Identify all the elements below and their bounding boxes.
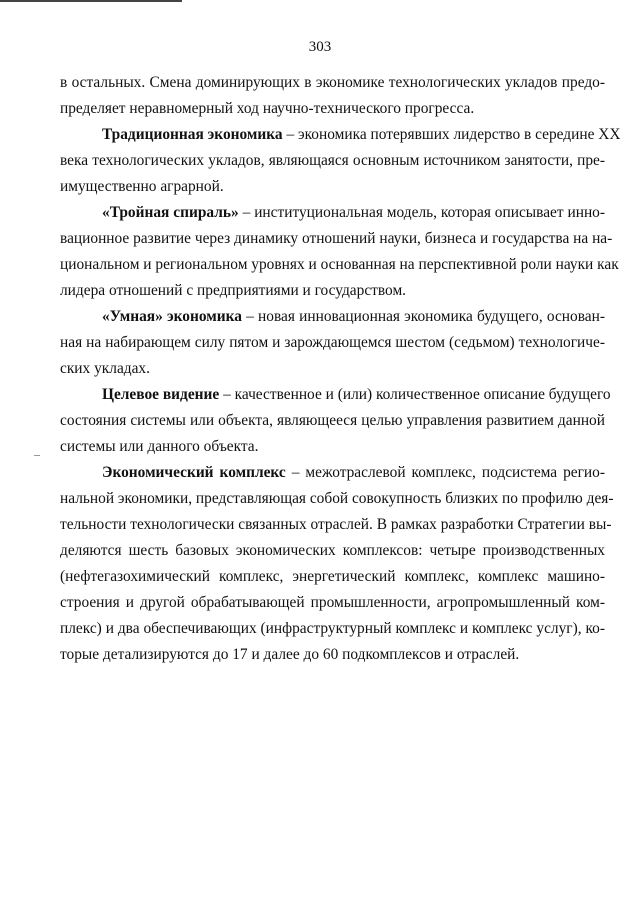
text-line: [60, 382, 611, 408]
text-line: [60, 304, 605, 330]
text-line: деляются шесть базовых экономических комплексов: четыре производственных: [60, 542, 605, 559]
top-rule: [0, 0, 182, 2]
page-body: [60, 70, 621, 668]
definition-triple-helix: [60, 200, 619, 304]
text-line: века технологических укладов, являющаяся основным источником занятости, пре-: [60, 152, 605, 169]
definition-smart-economy: [60, 304, 605, 382]
definition-term: «Тройная спираль»: [102, 204, 239, 221]
definition-text: – экономика потерявших лидерство в середине XX: [282, 126, 621, 143]
text-line: состояния системы или объекта, являющееся целью управления развитием данной: [60, 412, 605, 429]
text-line: вационное развитие через динамику отношений науки, бизнеса и государства на на-: [60, 230, 613, 247]
text-line: имущественно аграрной.: [60, 178, 224, 195]
text-line: строения и другой обрабатывающей промышленности, агропромышленный ком-: [60, 594, 605, 611]
text-line: тельности технологически связанных отраслей. В рамках разработки Стратегии вы-: [60, 516, 612, 533]
text-line: пределяет неравномерный ход научно-технического прогресса.: [60, 100, 475, 117]
definition-term: Целевое видение: [102, 386, 220, 403]
page-number: 303: [308, 39, 332, 55]
text-line: торые детализируются до 17 и далее до 60 подкомплексов и отраслей.: [60, 646, 520, 663]
paragraph-continuation: [60, 70, 605, 122]
text-line: ских укладах.: [60, 360, 150, 377]
text-line: лидера отношений с предприятиями и государством.: [60, 282, 407, 299]
text-line: [60, 122, 621, 148]
definition-term: Традиционная экономика: [102, 126, 283, 143]
definition-text: – институциональная модель, которая описывает инно-: [238, 204, 606, 221]
text-line: циональном и региональном уровнях и основанная на перспективной роли науки как: [60, 256, 619, 273]
text-line: [60, 200, 605, 226]
definition-term: «Умная» экономика: [102, 308, 242, 325]
text-line: (нефтегазохимический комплекс, энергетический комплекс, комплекс машино-: [60, 568, 605, 585]
text-line: плекс) и два обеспечивающих (инфраструктурный комплекс и комплекс услуг), ко-: [60, 620, 605, 637]
definition-text: – новая инновационная экономика будущего, основан-: [241, 308, 605, 325]
definition-target-vision: [60, 382, 611, 460]
definition-economic-complex: [60, 460, 614, 668]
definition-text: – межотраслевой комплекс, подсистема регио-: [285, 464, 605, 481]
text-line: системы или данного объекта.: [60, 438, 259, 455]
text-line: нальной экономики, представляющая собой совокупность близких по профилю дея-: [60, 490, 614, 507]
margin-mark: [34, 455, 40, 456]
definition-text: – качественное и (или) количественное описание будущего: [219, 386, 611, 403]
definition-term: Экономический комплекс: [102, 464, 286, 481]
text-line: ная на набирающем силу пятом и зарождающемся шестом (седьмом) технологиче-: [60, 334, 605, 351]
definition-traditional-economy: [60, 122, 621, 200]
text-line: в остальных. Смена доминирующих в экономике технологических укладов предо-: [60, 74, 605, 91]
text-line: [60, 460, 605, 486]
